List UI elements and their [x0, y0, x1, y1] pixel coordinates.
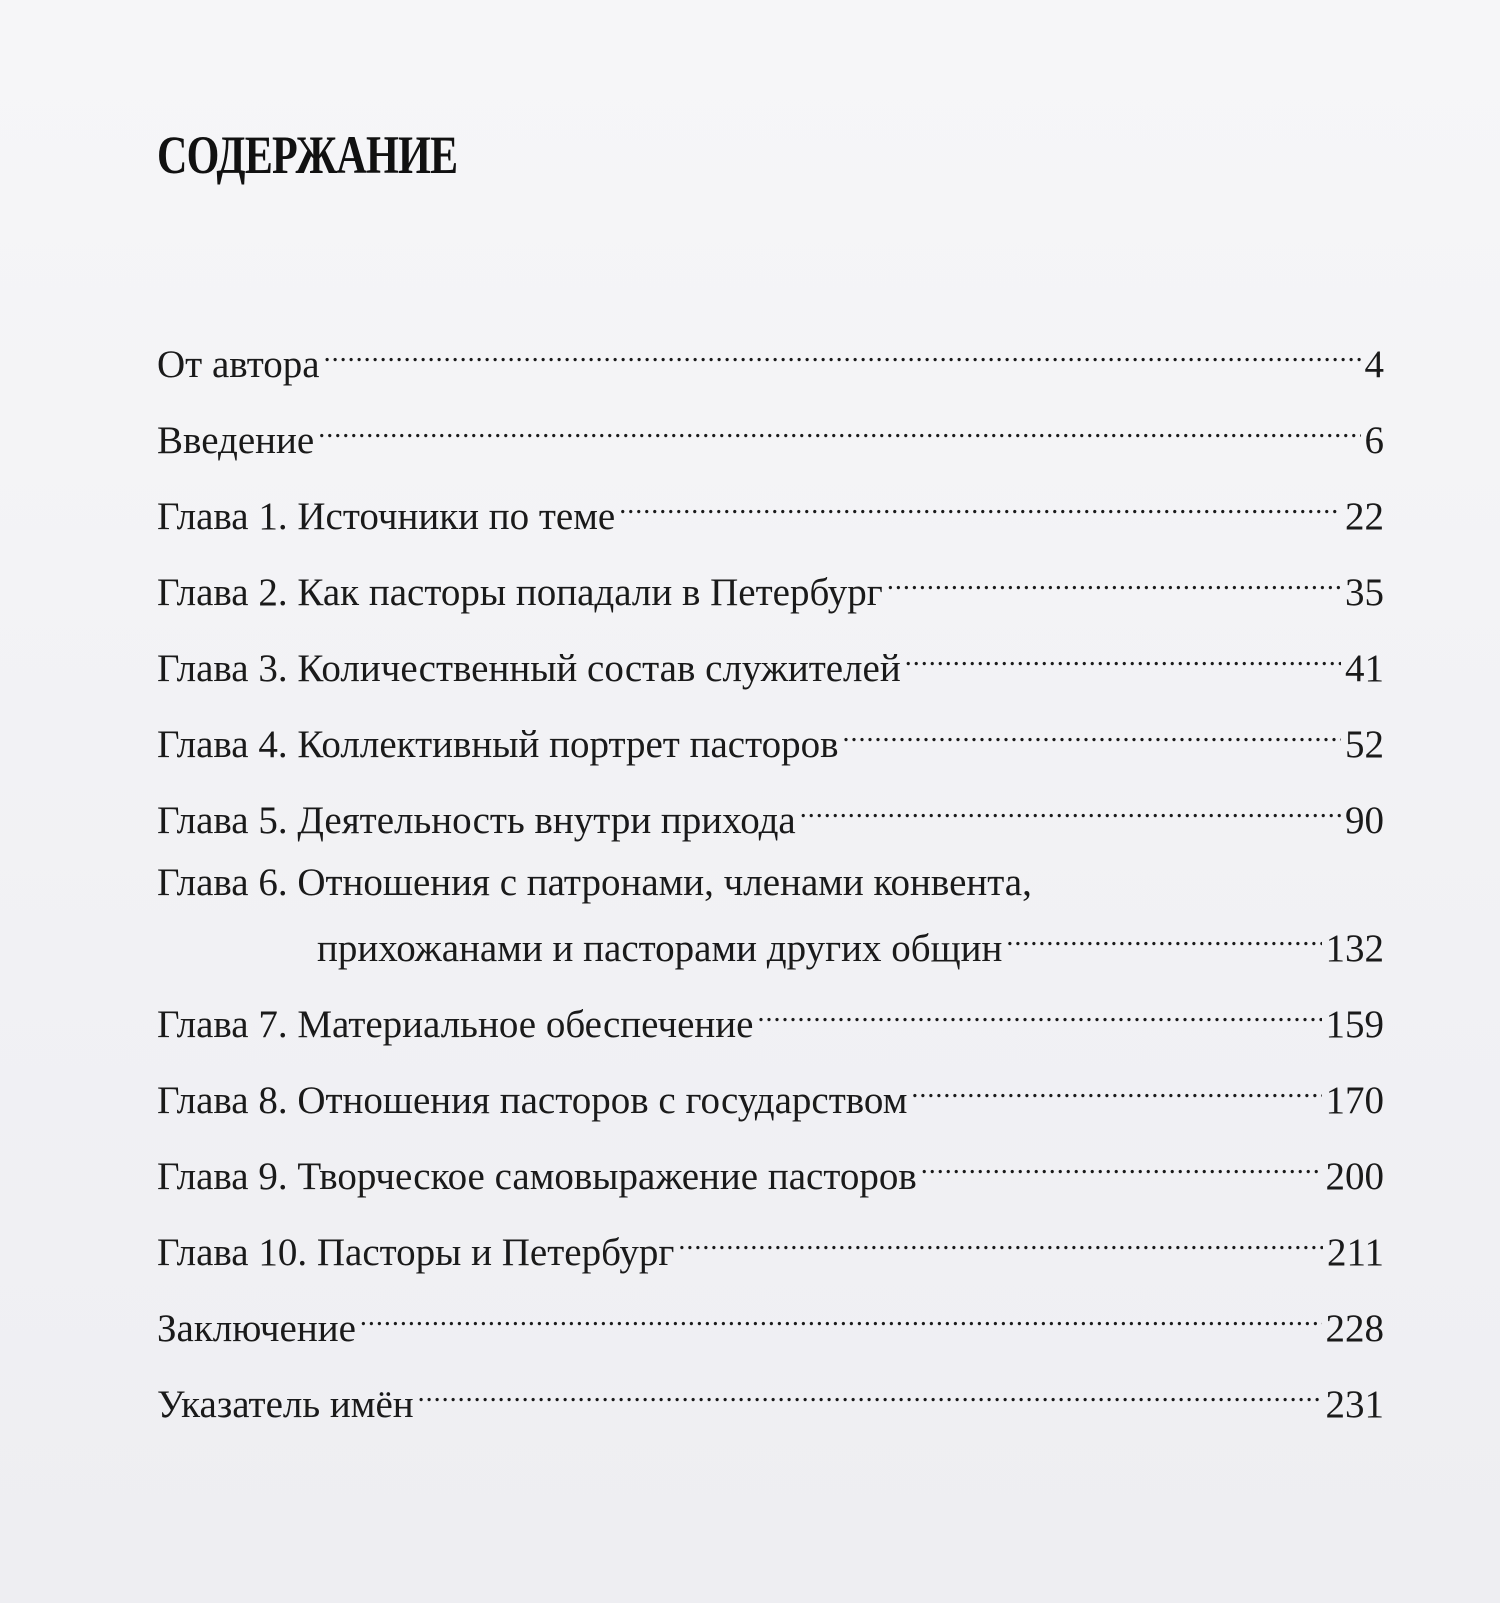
- toc-entry-title-line-1: Глава 6. Отношения с патронами, членами конвента,: [157, 861, 1032, 904]
- toc-entry-title: Введение: [157, 419, 315, 462]
- toc-entry-title: Глава 5. Деятельность внутри прихода: [157, 799, 796, 842]
- toc-entry-page: 132: [1325, 927, 1384, 970]
- toc-entry-title: Глава 2. Как пасторы попадали в Петербург: [157, 571, 883, 614]
- toc-entry-page: 4: [1364, 343, 1384, 386]
- toc-entry-page: 22: [1345, 495, 1384, 538]
- toc-entry-from-author: [157, 325, 1384, 386]
- toc-entry-title: Глава 7. Материальное обеспечение: [157, 1003, 754, 1046]
- toc-entry-page: 159: [1325, 1003, 1384, 1046]
- toc-entry-index-of-names: [157, 1365, 1384, 1426]
- dot-leader: [887, 553, 1341, 605]
- toc-entry-title-line-2-row: [157, 909, 1384, 970]
- toc-entry-chapter-6: [157, 857, 1384, 970]
- dot-leader: [324, 325, 1361, 377]
- dot-leader: [757, 985, 1321, 1037]
- page-title: СОДЕРЖАНИЕ: [157, 125, 458, 185]
- toc-entry-chapter-1: [157, 477, 1384, 538]
- toc-entry-page: 200: [1325, 1155, 1384, 1198]
- toc-entry-page: 41: [1345, 647, 1384, 690]
- dot-leader: [905, 629, 1341, 681]
- toc-entry-chapter-4: [157, 705, 1384, 766]
- toc-entry-chapter-8: [157, 1061, 1384, 1122]
- toc-entry-chapter-7: [157, 985, 1384, 1046]
- table-of-contents: [157, 325, 1384, 1441]
- toc-entry-chapter-5: [157, 781, 1384, 842]
- toc-entry-title: Глава 10. Пасторы и Петербург: [157, 1231, 675, 1274]
- dot-leader: [619, 477, 1341, 529]
- toc-entry-title: От автора: [157, 343, 320, 386]
- toc-entry-page: 228: [1325, 1307, 1384, 1350]
- toc-entry-chapter-10: [157, 1213, 1384, 1274]
- dot-leader: [843, 705, 1341, 757]
- toc-entry-title-line-2: прихожанами и пасторами других общин: [317, 927, 1003, 970]
- dot-leader: [911, 1061, 1321, 1113]
- dot-leader: [418, 1365, 1322, 1417]
- dot-leader: [921, 1137, 1322, 1189]
- dot-leader: [678, 1213, 1323, 1265]
- toc-entry-page: 211: [1326, 1231, 1384, 1274]
- dot-leader: [318, 401, 1360, 453]
- dot-leader: [360, 1289, 1322, 1341]
- toc-entry-page: 6: [1364, 419, 1384, 462]
- toc-entry-introduction: [157, 401, 1384, 462]
- toc-entry-title: Заключение: [157, 1307, 356, 1350]
- toc-entry-title: Глава 4. Коллективный портрет пасторов: [157, 723, 839, 766]
- toc-entry-page: 90: [1345, 799, 1384, 842]
- toc-entry-title: Указатель имён: [157, 1383, 414, 1426]
- toc-entry-title: Глава 3. Количественный состав служителей: [157, 647, 901, 690]
- toc-entry-title: Глава 9. Творческое самовыражение пасторов: [157, 1155, 917, 1198]
- toc-entry-page: 170: [1325, 1079, 1384, 1122]
- toc-entry-chapter-9: [157, 1137, 1384, 1198]
- toc-entry-title: Глава 8. Отношения пасторов с государством: [157, 1079, 908, 1122]
- toc-entry-page: 231: [1325, 1383, 1384, 1426]
- toc-entry-page: 35: [1345, 571, 1384, 614]
- toc-entry-chapter-2: [157, 553, 1384, 614]
- toc-entry-conclusion: [157, 1289, 1384, 1350]
- toc-entry-title: Глава 1. Источники по теме: [157, 495, 616, 538]
- toc-entry-chapter-3: [157, 629, 1384, 690]
- dot-leader: [800, 781, 1341, 833]
- toc-entry-page: 52: [1345, 723, 1384, 766]
- dot-leader: [1006, 909, 1321, 961]
